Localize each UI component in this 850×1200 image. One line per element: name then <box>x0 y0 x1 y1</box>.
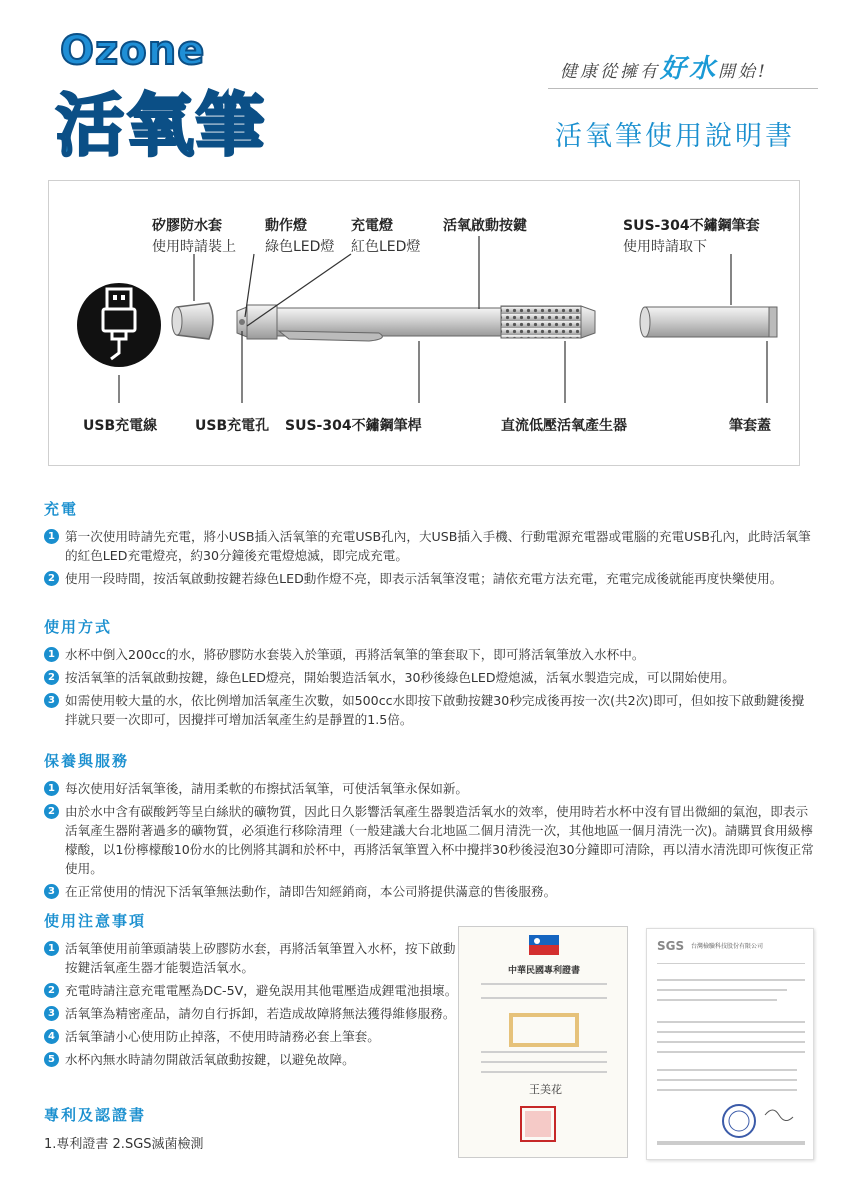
number-badge: 2 <box>44 571 59 586</box>
list-item: 1 第一次使用時請先充電，將小USB插入活氧筆的充電USB孔內，大USB插入手機、行動電源充電器或電腦的充電USB孔內，此時活氧筆的紅色LED充電燈亮，約30分鐘後充電燈熄滅，即完成充電。 <box>44 527 814 565</box>
sgs-seal-art <box>647 929 815 1161</box>
usb-cable-icon <box>77 283 161 367</box>
list-item: 3 如需使用較大量的水，依比例增加活氧產生次數，如500cc水即按下啟動按鍵30秒完成後再按一次(共2次)即可，但如按下啟動鍵後攪拌就只要一次即可，因攪拌可增加活氧產生約是靜置的1.5倍。 <box>44 691 814 729</box>
slogan-underline <box>548 88 818 89</box>
document-title: 活氧筆使用說明書 <box>555 121 795 152</box>
number-badge: 1 <box>44 781 59 796</box>
section-care <box>44 750 814 905</box>
number-badge: 2 <box>44 983 59 998</box>
product-diagram <box>48 180 800 466</box>
label-generator: 直流低壓活氧產生器 <box>501 418 627 434</box>
logo-chinese: 活氧筆 <box>56 87 267 166</box>
label-charge-led: 充電燈 紅色LED燈 <box>351 218 421 255</box>
number-badge: 5 <box>44 1052 59 1067</box>
patent-certificate-title: 中華民國專利證書 <box>507 966 580 976</box>
list-item: 2 按活氧筆的活氧啟動按鍵，綠色LED燈亮，開始製造活氧水，30秒後綠色LED燈熄滅，活氧水製造完成，可以開始使用。 <box>44 668 814 687</box>
section-title: 專利及認證書 <box>44 1106 147 1124</box>
pen-body <box>237 305 595 341</box>
section-patent <box>44 1104 444 1152</box>
number-badge: 2 <box>44 670 59 685</box>
section-title: 保養與服務 <box>44 752 130 770</box>
list-item: 2 使用一段時間，按活氧啟動按鍵若綠色LED動作燈不亮，即表示活氧筆沒電；請依充電方法充電，充電完成後就能再度快樂使用。 <box>44 569 814 588</box>
section-notes <box>44 910 464 1073</box>
section-charging <box>44 498 814 592</box>
list-item: 2 由於水中含有碳酸鈣等呈白絲狀的礦物質，因此日久影響活氧產生器製造活氧水的效率，使用時若水杯中沒有冒出微細的氣泡，即表示活氧產生器附著過多的礦物質，必須進行移除清理（一般建議大台北地區二個月清洗一次，其他地區一個月清洗一次)。請購買食用級檸檬酸，以1份檸檬酸10份水的比例將其調和於杯中，再將活氧筆置入杯中攪拌30秒後浸泡30分鐘即可清除，再以清水清洗即可恢復正常使用。 <box>44 802 814 878</box>
patent-signature: 王美花 <box>529 1083 562 1096</box>
section-usage <box>44 616 814 733</box>
section-title: 使用方式 <box>44 618 113 636</box>
list-item: 3 活氧筆為精密產品，請勿自行拆卸，若造成故障將無法獲得維修服務。 <box>44 1004 464 1023</box>
number-badge: 3 <box>44 693 59 708</box>
label-usb-cable: USB充電線 <box>83 418 158 434</box>
number-badge: 1 <box>44 529 59 544</box>
list-item: 1 水杯中倒入200cc的水，將矽膠防水套裝入於筆頭，再將活氧筆的筆套取下，即可將活氧筆放入水杯中。 <box>44 645 814 664</box>
section-title: 使用注意事項 <box>44 912 147 930</box>
label-pen-cap: 筆套蓋 <box>729 418 771 434</box>
list-item: 1 活氧筆使用前筆頭請裝上矽膠防水套，再將活氧筆置入水杯，按下啟動按鍵活氧產生器才能製造活氧水。 <box>44 939 464 977</box>
list-item: 3 在正常使用的情況下活氧筆無法動作，請即告知經銷商，本公司將提供滿意的售後服務。 <box>44 882 814 901</box>
number-badge: 3 <box>44 884 59 899</box>
sgs-logo: SGS <box>657 939 685 953</box>
patent-certificate-art <box>459 927 629 1159</box>
patent-list: 1.專利證書 2.SGS滅菌檢測 <box>44 1137 204 1152</box>
slogan: 健康從擁有好水開始! <box>560 54 768 84</box>
number-badge: 3 <box>44 1006 59 1021</box>
list-item: 5 水杯內無水時請勿開啟活氧啟動按鍵，以避免故障。 <box>44 1050 464 1069</box>
label-steel-rod: SUS-304不鏽鋼筆桿 <box>285 418 422 434</box>
patent-certificate-image <box>458 926 628 1158</box>
section-title: 充電 <box>44 500 79 518</box>
list-item: 1 每次使用好活氧筆後，請用柔軟的布擦拭活氧筆，可使活氧筆永保如新。 <box>44 779 814 798</box>
label-silicone-cap: 矽膠防水套 使用時請裝上 <box>152 218 236 255</box>
number-badge: 2 <box>44 804 59 819</box>
list-item: 2 充電時請注意充電電壓為DC-5V，避免誤用其他電壓造成鋰電池損壞。 <box>44 981 464 1000</box>
steel-sleeve <box>640 307 777 337</box>
label-action-led: 動作燈 綠色LED燈 <box>265 218 335 255</box>
label-activation-button: 活氧啟動按鍵 <box>443 218 527 234</box>
number-badge: 1 <box>44 647 59 662</box>
silicone-cap <box>172 303 213 339</box>
logo-english: Ozone <box>60 28 206 74</box>
number-badge: 4 <box>44 1029 59 1044</box>
label-usb-port: USB充電孔 <box>195 418 270 434</box>
sgs-company-name: 台灣檢驗科技股份有限公司 <box>691 943 764 950</box>
number-badge: 1 <box>44 941 59 956</box>
sgs-report-image <box>646 928 814 1160</box>
list-item: 4 活氧筆請小心使用防止掉落，不使用時請務必套上筆套。 <box>44 1027 464 1046</box>
label-steel-sleeve: SUS-304不鏽鋼筆套 使用時請取下 <box>623 218 760 255</box>
